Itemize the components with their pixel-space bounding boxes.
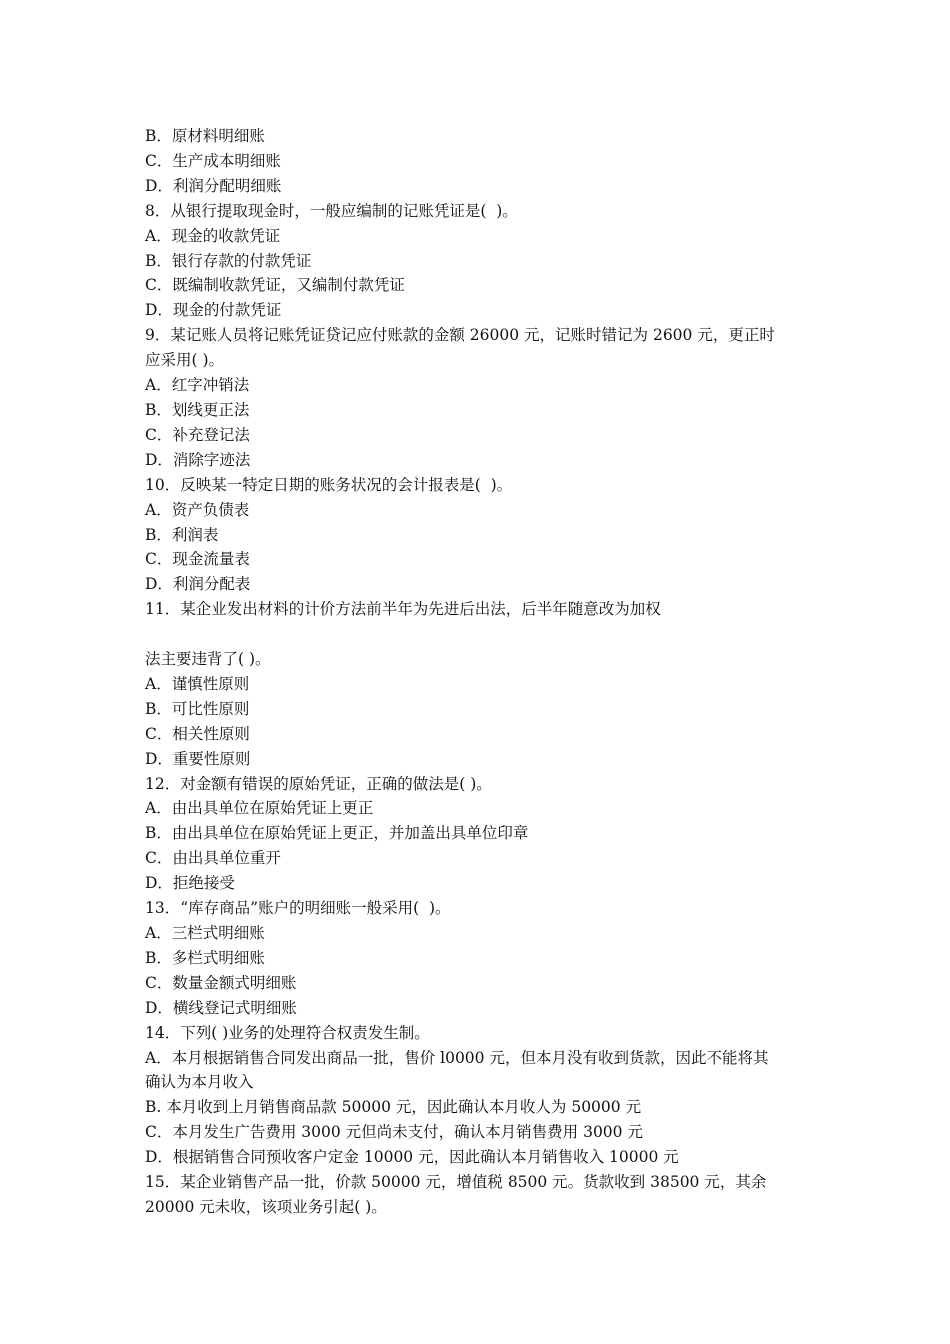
text-line: D．拒绝接受 bbox=[145, 874, 235, 893]
text-line: C．既编制收款凭证，又编制付款凭证 bbox=[145, 276, 405, 295]
text-line: 法主要违背了( )。 bbox=[145, 650, 271, 669]
text-line: B．多栏式明细账 bbox=[145, 948, 265, 967]
blank-line bbox=[145, 622, 810, 647]
text-line: 应采用( )。 bbox=[145, 351, 225, 370]
text-line: C．补充登记法 bbox=[145, 425, 250, 444]
text-line: B. 本月收到上月销售商品款 50000 元，因此确认本月收人为 50000 元 bbox=[145, 1098, 642, 1117]
text-line: A．资产负债表 bbox=[145, 500, 250, 519]
text-line: D．根据销售合同预收客户定金 10000 元，因此确认本月销售收入 10000 元 bbox=[145, 1148, 679, 1167]
text-line: B．银行存款的付款凭证 bbox=[145, 251, 312, 270]
text-line: 确认为本月收入 bbox=[145, 1073, 254, 1092]
text-line: D．利润分配明细账 bbox=[145, 176, 282, 195]
text-line: A．现金的收款凭证 bbox=[145, 226, 281, 245]
text-line: B．可比性原则 bbox=[145, 699, 250, 718]
text-line: A．三栏式明细账 bbox=[145, 923, 265, 942]
text-line: D．重要性原则 bbox=[145, 749, 251, 768]
text-line: C．现金流量表 bbox=[145, 550, 250, 569]
text-line: B．原材料明细账 bbox=[145, 127, 265, 145]
text-line: A．由出具单位在原始凭证上更正 bbox=[145, 799, 374, 818]
text-line: 11．某企业发出材料的计价方法前半年为先进后出法，后半年随意改为加权 bbox=[145, 600, 661, 619]
text-line: B．由出具单位在原始凭证上更正，并加盖出具单位印章 bbox=[145, 824, 529, 843]
text-line: D．现金的付款凭证 bbox=[145, 301, 282, 320]
text-line: D．横线登记式明细账 bbox=[145, 998, 297, 1017]
text-line: B．划线更正法 bbox=[145, 400, 250, 419]
text-line: D．利润分配表 bbox=[145, 575, 251, 594]
text-line: B．利润表 bbox=[145, 525, 219, 544]
text-line: 9．某记账人员将记账凭证贷记应付账款的金额 26000 元，记账时错记为 2600 元，更正时 bbox=[145, 326, 775, 345]
text-line: 20000 元未收，该项业务引起( )。 bbox=[145, 1197, 387, 1216]
text-line: C．相关性原则 bbox=[145, 724, 250, 743]
text-line: C．生产成本明细账 bbox=[145, 151, 281, 170]
text-line: 10．反映某一特定日期的账务状况的会计报表是( )。 bbox=[145, 475, 513, 494]
text-line: 8．从银行提取现金时，一般应编制的记账凭证是( )。 bbox=[145, 201, 518, 220]
text-line: 14．下列( )业务的处理符合权责发生制。 bbox=[145, 1023, 430, 1042]
text-line: C．数量金额式明细账 bbox=[145, 973, 297, 992]
text-line: A．本月根据销售合同发出商品一批，售价 l0000 元，但本月没有收到货款，因此不能将其 bbox=[145, 1048, 769, 1067]
text-line: A．谨慎性原则 bbox=[145, 674, 250, 693]
text-line: 15．某企业销售产品一批，价款 50000 元，增值税 8500 元。货款收到 38500 元，其余 bbox=[145, 1173, 767, 1192]
text-line: 12．对金额有错误的原始凭证，正确的做法是( )。 bbox=[145, 774, 492, 793]
text-line: C．由出具单位重开 bbox=[145, 849, 281, 868]
text-line: A．红字冲销法 bbox=[145, 376, 250, 395]
document-body bbox=[145, 124, 810, 1220]
text-line: 13．“库存商品”账户的明细账一般采用( )。 bbox=[145, 899, 451, 918]
text-line: D．消除字迹法 bbox=[145, 450, 251, 469]
text-line: C．本月发生广告费用 3000 元但尚未支付，确认本月销售费用 3000 元 bbox=[145, 1123, 643, 1142]
